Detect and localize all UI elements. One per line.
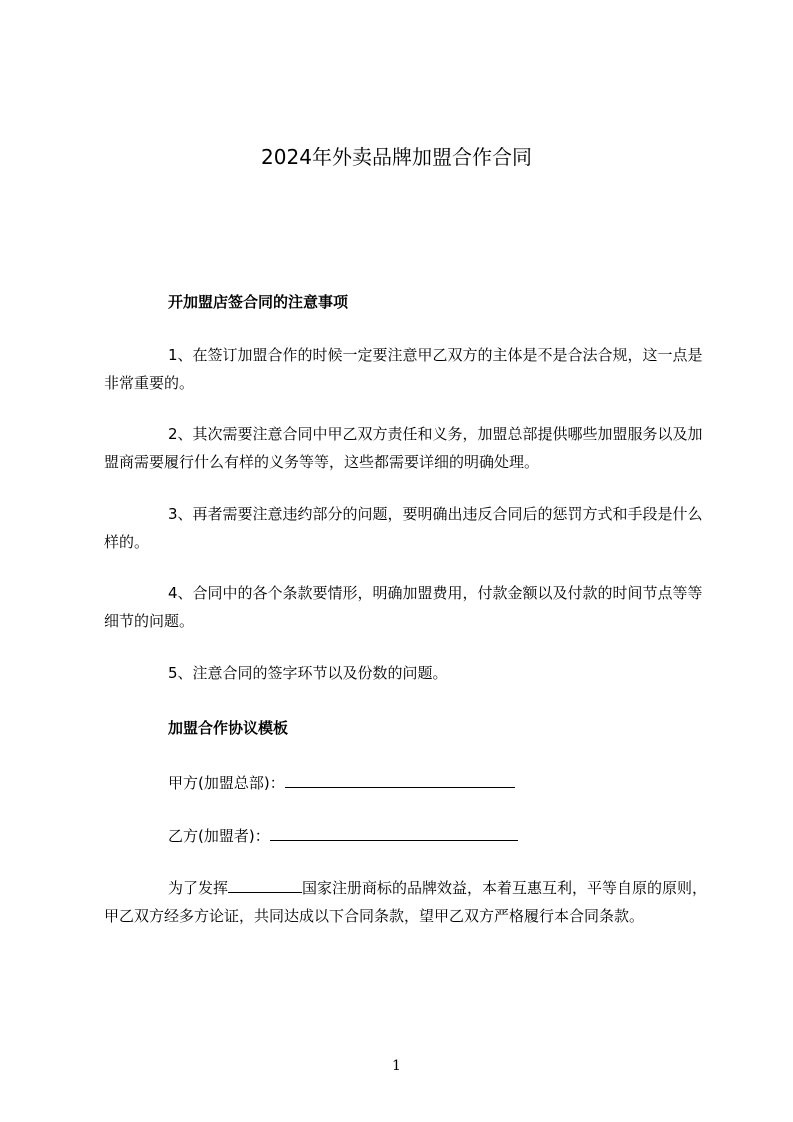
closing-paragraph [104,874,712,930]
section-heading-notes: 开加盟店签合同的注意事项 [168,293,349,311]
note-item-4: 4、合同中的各个条款要情形，明确加盟费用，付款金额以及付款的时间节点等等细节的问题。 [104,584,703,630]
party-a-row [168,771,515,794]
brand-blank-line[interactable] [228,876,302,893]
party-a-blank-line[interactable] [285,771,515,788]
document-title: 2024年外卖品牌加盟合作合同 [261,145,532,169]
note-item-2: 2、其次需要注意合同中甲乙双方责任和义务，加盟总部提供哪些加盟服务以及加盟商需要履行什么有样的义务等等，这些都需要详细的明确处理。 [104,425,703,471]
party-a-label: 甲方(加盟总部)： [168,774,285,792]
party-b-blank-line[interactable] [270,824,518,841]
note-item-1: 1、在签订加盟合作的时候一定要注意甲乙双方的主体是不是合法合规，这一点是非常重要的。 [104,346,703,392]
page-number: 1 [392,1058,401,1074]
note-item-3: 3、再者需要注意违约部分的问题，要明确出违反合同后的惩罚方式和手段是什么样的。 [104,505,703,551]
section-heading-template: 加盟合作协议模板 [168,719,289,737]
closing-text-end: 国家注册商标的品牌效益，本着互惠互利，平等自原的原则，甲乙双方经多方论证，共同达成以下合同条款，望甲乙双方严格履行本合同条款。 [104,879,708,925]
closing-text-start: 为了发挥 [168,879,229,897]
note-item-5: 5、注意合同的签字环节以及份数的问题。 [168,664,448,682]
party-b-row [168,824,518,847]
party-b-label: 乙方(加盟者)： [168,827,270,845]
